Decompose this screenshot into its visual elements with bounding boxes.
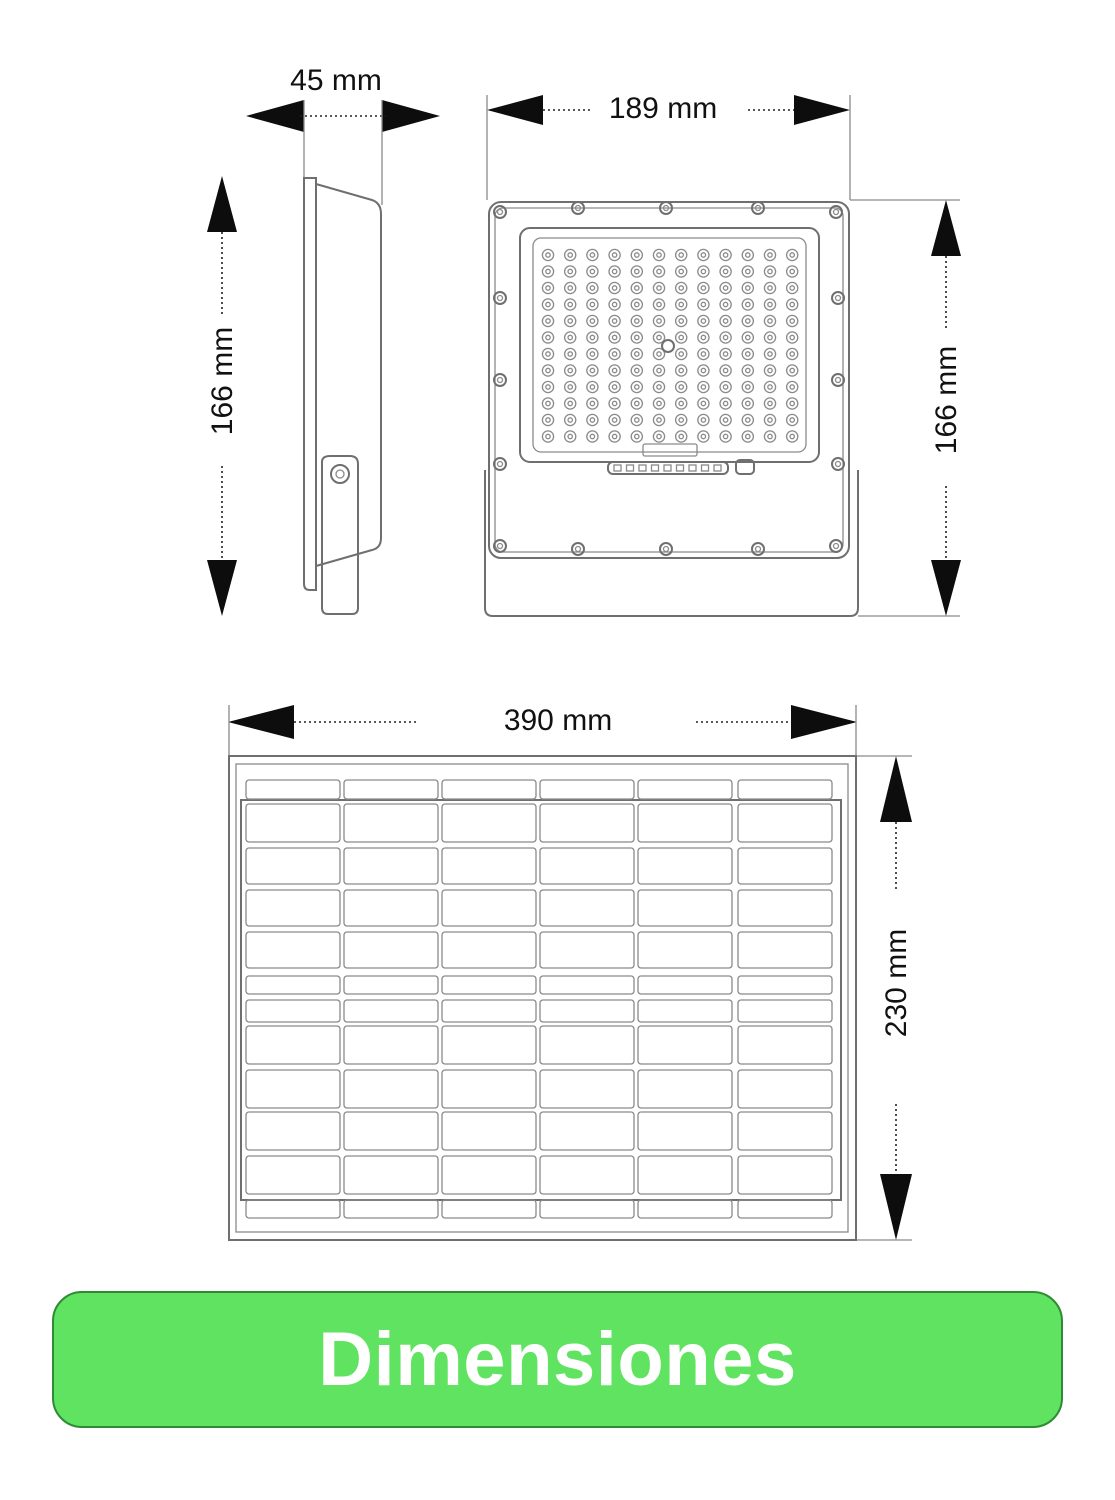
solar-cell: [442, 1112, 536, 1150]
led: [609, 332, 620, 343]
led: [653, 398, 664, 409]
led: [609, 414, 620, 425]
led: [542, 365, 553, 376]
solar-cells: [246, 780, 832, 1218]
led: [742, 431, 753, 442]
led: [698, 315, 709, 326]
led: [698, 365, 709, 376]
solar-cell: [442, 804, 536, 842]
led: [720, 266, 731, 277]
led: [764, 315, 775, 326]
solar-cell: [246, 780, 340, 799]
led: [653, 249, 664, 260]
solar-cell: [638, 932, 732, 968]
side-depth-label: 45 mm: [290, 64, 382, 97]
led: [787, 299, 798, 310]
led: [764, 431, 775, 442]
banner-title: Dimensiones: [318, 1317, 797, 1402]
solar-cell: [442, 848, 536, 884]
solar-cell: [344, 780, 438, 799]
screw: [494, 458, 506, 470]
led: [609, 315, 620, 326]
led: [787, 266, 798, 277]
solar-cell: [344, 890, 438, 926]
led: [676, 381, 687, 392]
led: [698, 249, 709, 260]
led: [676, 315, 687, 326]
led: [542, 332, 553, 343]
led: [565, 365, 576, 376]
led: [631, 299, 642, 310]
led: [720, 414, 731, 425]
led: [720, 315, 731, 326]
led: [698, 332, 709, 343]
led: [587, 315, 598, 326]
side-profile: [304, 178, 381, 614]
solar-cell: [540, 1112, 634, 1150]
solar-cell: [540, 1200, 634, 1218]
led: [542, 315, 553, 326]
panel-width-label: 390 mm: [503, 704, 613, 737]
led: [631, 431, 642, 442]
solar-cell: [540, 1000, 634, 1022]
led: [542, 381, 553, 392]
solar-cell: [442, 1156, 536, 1194]
led: [565, 381, 576, 392]
led: [631, 249, 642, 260]
solar-cell: [344, 848, 438, 884]
led: [764, 282, 775, 293]
led: [742, 266, 753, 277]
led: [565, 315, 576, 326]
panel-height-label: 230 mm: [880, 928, 913, 1038]
led: [787, 414, 798, 425]
led: [565, 266, 576, 277]
solar-cell: [638, 890, 732, 926]
solar-cell: [638, 804, 732, 842]
front-view: [485, 92, 963, 616]
led: [787, 431, 798, 442]
led: [742, 315, 753, 326]
led: [631, 348, 642, 359]
led: [698, 431, 709, 442]
led: [742, 332, 753, 343]
led: [565, 332, 576, 343]
led: [587, 365, 598, 376]
solar-cell: [442, 1000, 536, 1022]
solar-cell: [738, 1112, 832, 1150]
led: [609, 348, 620, 359]
led: [720, 398, 731, 409]
side-view: [206, 64, 440, 616]
led: [676, 414, 687, 425]
led: [764, 365, 775, 376]
led: [787, 365, 798, 376]
solar-cell: [344, 1112, 438, 1150]
led: [587, 414, 598, 425]
led: [698, 398, 709, 409]
solar-cell: [344, 804, 438, 842]
solar-cell: [246, 804, 340, 842]
solar-cell: [246, 1200, 340, 1218]
led: [720, 348, 731, 359]
led: [764, 348, 775, 359]
solar-cell: [540, 890, 634, 926]
floodlight-housing: [485, 202, 858, 616]
led: [653, 282, 664, 293]
front-width-label: 189 mm: [608, 92, 718, 125]
led: [631, 315, 642, 326]
led: [698, 414, 709, 425]
led: [565, 299, 576, 310]
led: [587, 332, 598, 343]
solar-cell: [638, 1200, 732, 1218]
led: [587, 381, 598, 392]
solar-cell: [442, 976, 536, 994]
led: [676, 348, 687, 359]
solar-cell: [540, 1026, 634, 1064]
solar-cell: [738, 976, 832, 994]
screw: [830, 540, 842, 552]
solar-cell: [246, 1070, 340, 1108]
led: [720, 249, 731, 260]
led: [653, 414, 664, 425]
side-height-dimension: [206, 176, 239, 616]
led: [698, 266, 709, 277]
led: [787, 332, 798, 343]
led: [787, 282, 798, 293]
led: [609, 431, 620, 442]
dimensions-banner: [52, 1291, 1063, 1428]
solar-cell: [638, 1026, 732, 1064]
solar-cell: [246, 890, 340, 926]
panel-height-dimension: [856, 756, 913, 1240]
led: [587, 266, 598, 277]
screw: [832, 458, 844, 470]
front-height-label: 166 mm: [930, 345, 963, 455]
led: [609, 266, 620, 277]
solar-cell: [738, 1070, 832, 1108]
led: [676, 332, 687, 343]
solar-cell: [344, 1000, 438, 1022]
led: [742, 381, 753, 392]
solar-cell: [246, 1156, 340, 1194]
solar-cell: [738, 1026, 832, 1064]
led: [653, 381, 664, 392]
led: [609, 299, 620, 310]
led: [653, 365, 664, 376]
led: [565, 431, 576, 442]
led: [698, 348, 709, 359]
led: [587, 299, 598, 310]
led: [787, 315, 798, 326]
screw: [832, 374, 844, 386]
solar-cell: [442, 1200, 536, 1218]
solar-cell: [246, 976, 340, 994]
led: [742, 348, 753, 359]
screw: [572, 543, 584, 555]
led: [565, 282, 576, 293]
led: [698, 299, 709, 310]
solar-cell: [344, 1200, 438, 1218]
led: [565, 398, 576, 409]
led: [609, 381, 620, 392]
led: [565, 249, 576, 260]
solar-cell: [540, 1070, 634, 1108]
solar-cell: [638, 976, 732, 994]
solar-cell: [738, 780, 832, 799]
led: [676, 431, 687, 442]
led: [542, 398, 553, 409]
solar-cell: [638, 1000, 732, 1022]
led: [764, 381, 775, 392]
solar-cell: [344, 976, 438, 994]
led: [542, 266, 553, 277]
solar-cell: [738, 1156, 832, 1194]
solar-cell: [738, 804, 832, 842]
led: [787, 249, 798, 260]
led: [609, 282, 620, 293]
led: [653, 315, 664, 326]
led: [787, 398, 798, 409]
led: [542, 299, 553, 310]
led: [764, 332, 775, 343]
led: [609, 365, 620, 376]
led: [587, 348, 598, 359]
led: [565, 348, 576, 359]
solar-cell: [540, 780, 634, 799]
led: [742, 365, 753, 376]
solar-cell: [344, 932, 438, 968]
led: [676, 299, 687, 310]
solar-cell: [540, 848, 634, 884]
solar-cell: [638, 1112, 732, 1150]
led: [676, 266, 687, 277]
screw: [494, 292, 506, 304]
screw: [660, 543, 672, 555]
solar-cell: [638, 1156, 732, 1194]
led: [742, 282, 753, 293]
solar-panel-view: [228, 704, 913, 1240]
screw: [752, 543, 764, 555]
solar-cell: [246, 1000, 340, 1022]
screw: [832, 292, 844, 304]
solar-cell: [442, 890, 536, 926]
led: [609, 398, 620, 409]
led: [676, 398, 687, 409]
solar-cell: [246, 1026, 340, 1064]
housing-screws: [494, 202, 844, 555]
led: [720, 381, 731, 392]
side-depth-dimension: [246, 64, 440, 205]
led: [631, 414, 642, 425]
solar-cell: [442, 932, 536, 968]
solar-cell: [246, 1112, 340, 1150]
led: [720, 299, 731, 310]
led: [742, 249, 753, 260]
solar-cell: [344, 1156, 438, 1194]
led: [764, 398, 775, 409]
led: [698, 282, 709, 293]
led: [742, 299, 753, 310]
solar-cell: [738, 1000, 832, 1022]
led: [542, 414, 553, 425]
solar-cell: [246, 848, 340, 884]
screw: [494, 374, 506, 386]
led: [698, 381, 709, 392]
led: [764, 414, 775, 425]
solar-cell: [540, 804, 634, 842]
solar-cell: [738, 890, 832, 926]
led: [587, 249, 598, 260]
led: [764, 249, 775, 260]
led: [542, 249, 553, 260]
led: [676, 365, 687, 376]
solar-cell: [738, 932, 832, 968]
solar-cell: [442, 1070, 536, 1108]
side-height-label: 166 mm: [206, 326, 239, 436]
solar-cell: [638, 780, 732, 799]
led: [542, 282, 553, 293]
solar-cell: [246, 932, 340, 968]
solar-cell: [738, 1200, 832, 1218]
led: [631, 282, 642, 293]
panel-width-dimension: [228, 704, 857, 760]
solar-cell: [344, 1070, 438, 1108]
led: [587, 431, 598, 442]
led: [653, 299, 664, 310]
solar-panel: [229, 756, 856, 1240]
solar-cell: [638, 1070, 732, 1108]
led: [542, 348, 553, 359]
led: [631, 381, 642, 392]
solar-cell: [738, 848, 832, 884]
led: [653, 431, 664, 442]
solar-cell: [540, 1156, 634, 1194]
led: [787, 381, 798, 392]
led: [542, 431, 553, 442]
front-height-dimension: [850, 200, 963, 616]
led: [787, 348, 798, 359]
led: [653, 266, 664, 277]
led: [720, 332, 731, 343]
solar-cell: [540, 932, 634, 968]
led: [764, 299, 775, 310]
solar-cell: [540, 976, 634, 994]
led: [631, 332, 642, 343]
led: [676, 249, 687, 260]
led: [742, 398, 753, 409]
led-array: [542, 249, 797, 442]
led: [764, 266, 775, 277]
led: [720, 365, 731, 376]
led: [609, 249, 620, 260]
led: [676, 282, 687, 293]
led: [742, 414, 753, 425]
front-width-dimension: [487, 92, 850, 200]
solar-cell: [344, 1026, 438, 1064]
led: [720, 431, 731, 442]
solar-cell: [442, 1026, 536, 1064]
solar-cell: [638, 848, 732, 884]
led: [631, 398, 642, 409]
led: [587, 282, 598, 293]
led: [631, 365, 642, 376]
led: [587, 398, 598, 409]
led: [565, 414, 576, 425]
led: [631, 266, 642, 277]
solar-cell: [442, 780, 536, 799]
led: [720, 282, 731, 293]
